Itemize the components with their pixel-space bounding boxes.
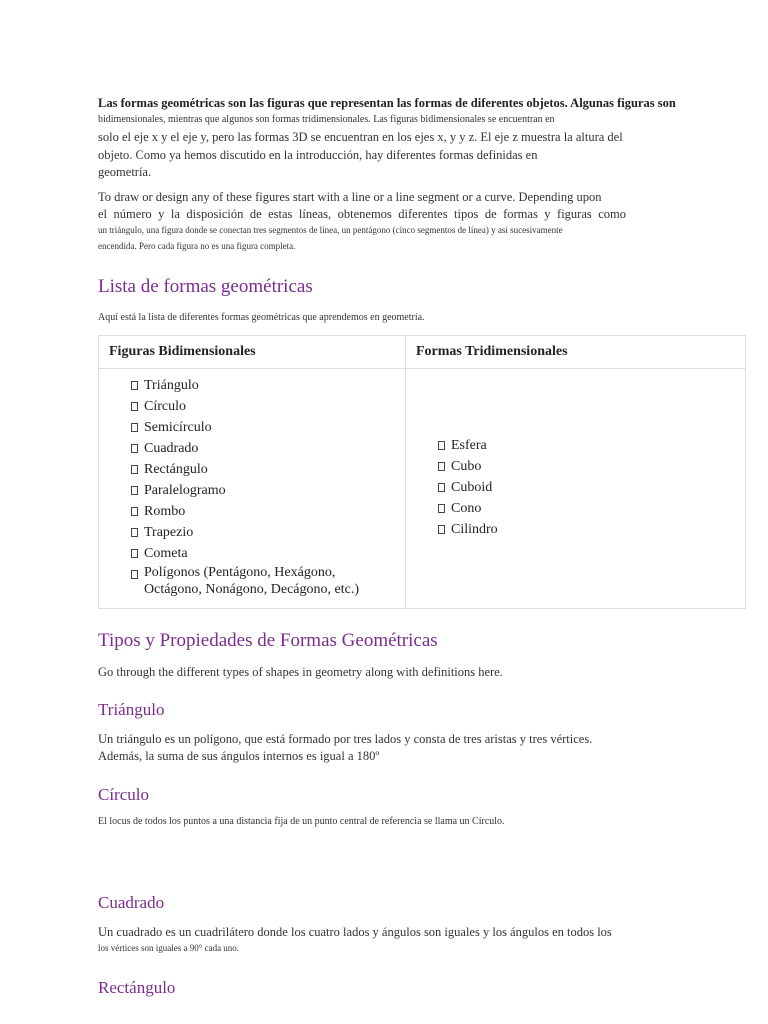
box-icon bbox=[131, 423, 138, 432]
list-item bbox=[99, 459, 405, 480]
list-item bbox=[99, 438, 405, 459]
cuadrado-line-2: los vértices son iguales a 90° cada uno. bbox=[98, 943, 240, 953]
box-icon bbox=[131, 381, 138, 390]
box-icon bbox=[131, 486, 138, 495]
box-icon bbox=[131, 570, 138, 579]
list-item-label: Polígonos (Pentágono, Hexágono, Octágono, Nonágono, Decágono, etc.) bbox=[144, 565, 359, 597]
list-item-label: Cuboid bbox=[451, 480, 493, 495]
cell-3d bbox=[406, 369, 746, 609]
triangulo-line-1: Un triángulo es un polígono, que está formado por tres lados y consta de tres aristas y tres vértices. bbox=[98, 732, 593, 746]
shapes-table bbox=[98, 335, 746, 609]
list-item-label: Círculo bbox=[144, 399, 186, 414]
section-list-heading: Lista de formas geométricas bbox=[98, 276, 313, 297]
list-item-label: Esfera bbox=[451, 438, 487, 453]
box-icon bbox=[438, 504, 445, 513]
list-item-label: Cuadrado bbox=[144, 441, 199, 456]
cuadrado-heading: Cuadrado bbox=[98, 893, 165, 912]
box-icon bbox=[438, 525, 445, 534]
list-item-label: Trapezio bbox=[144, 525, 194, 540]
list-item-label: Triángulo bbox=[144, 378, 199, 393]
list-item-label: Cono bbox=[451, 501, 482, 516]
section-types-intro: Go through the different types of shapes in geometry along with definitions here. bbox=[98, 665, 503, 679]
box-icon bbox=[438, 441, 445, 450]
list-item-label: Cometa bbox=[144, 546, 188, 561]
circulo-line-1: El locus de todos los puntos a una distancia fija de un punto central de referencia se llama un Círculo. bbox=[98, 816, 505, 827]
intro-line-4: objeto. Como ya hemos discutido en la introducción, hay diferentes formas definidas en bbox=[98, 148, 538, 162]
cuadrado-line-1: Un cuadrado es un cuadrilátero donde los cuatro lados y ángulos son iguales y los ángulos en todos los bbox=[98, 925, 612, 939]
circulo-heading: Círculo bbox=[98, 785, 149, 804]
list-item bbox=[99, 417, 405, 438]
list-item-label: Rombo bbox=[144, 504, 186, 519]
list-item bbox=[99, 564, 405, 600]
para2-line-2: el número y la disposición de estas líneas, obtenemos diferentes tipos de formas y figuras como bbox=[98, 207, 626, 221]
list-item bbox=[406, 498, 745, 519]
box-icon bbox=[131, 507, 138, 516]
box-icon bbox=[131, 549, 138, 558]
para2-line-3: un triángulo, una figura donde se conectan tres segmentos de línea, un pentágono (cinco segmentos de línea) y así sucesivamente bbox=[98, 225, 563, 235]
box-icon bbox=[438, 462, 445, 471]
intro-line-5: geometría. bbox=[98, 165, 152, 179]
section-types-heading: Tipos y Propiedades de Formas Geométricas bbox=[98, 630, 438, 651]
list-item bbox=[406, 519, 745, 540]
para2-line-4: encendida. Pero cada figura no es una figura completa. bbox=[98, 241, 296, 251]
list-item bbox=[99, 522, 405, 543]
list-item bbox=[406, 435, 745, 456]
intro-line-1: Las formas geométricas son las figuras que representan las formas de diferentes objetos. Algunas figuras son bbox=[98, 96, 676, 110]
list-item-label: Cubo bbox=[451, 459, 482, 474]
list-item bbox=[99, 375, 405, 396]
list-item bbox=[99, 480, 405, 501]
list-item bbox=[99, 396, 405, 417]
rectangulo-heading: Rectángulo bbox=[98, 978, 176, 997]
box-icon bbox=[438, 483, 445, 492]
intro-line-2: bidimensionales, mientras que algunos son formas tridimensionales. Las figuras bidimensionales se encuentran en bbox=[98, 114, 555, 125]
list-item-label: Cilindro bbox=[451, 522, 498, 537]
para2-line-1: To draw or design any of these figures start with a line or a line segment or a curve. Depending upon bbox=[98, 190, 602, 204]
list-item bbox=[99, 501, 405, 522]
box-icon bbox=[131, 465, 138, 474]
list-item bbox=[406, 477, 745, 498]
triangulo-heading: Triángulo bbox=[98, 700, 165, 719]
list-item bbox=[99, 543, 405, 564]
list-item bbox=[406, 456, 745, 477]
cell-2d bbox=[99, 369, 406, 609]
section-list-intro: Aquí está la lista de diferentes formas geométricas que aprendemos en geometría. bbox=[98, 312, 425, 323]
list-item-label: Rectángulo bbox=[144, 462, 208, 477]
triangulo-line-2: Además, la suma de sus ángulos internos es igual a 180º bbox=[98, 749, 380, 763]
list-item-label: Semicírculo bbox=[144, 420, 212, 435]
list-item-label: Paralelogramo bbox=[144, 483, 226, 498]
intro-line-3: solo el eje x y el eje y, pero las formas 3D se encuentran en los ejes x, y y z. El eje z muestra la altura del bbox=[98, 130, 623, 144]
list-3d bbox=[406, 435, 745, 540]
box-icon bbox=[131, 528, 138, 537]
box-icon bbox=[131, 444, 138, 453]
col-header-2d: Figuras Bidimensionales bbox=[99, 336, 406, 369]
col-header-3d: Formas Tridimensionales bbox=[406, 336, 746, 369]
box-icon bbox=[131, 402, 138, 411]
list-2d bbox=[99, 375, 405, 600]
